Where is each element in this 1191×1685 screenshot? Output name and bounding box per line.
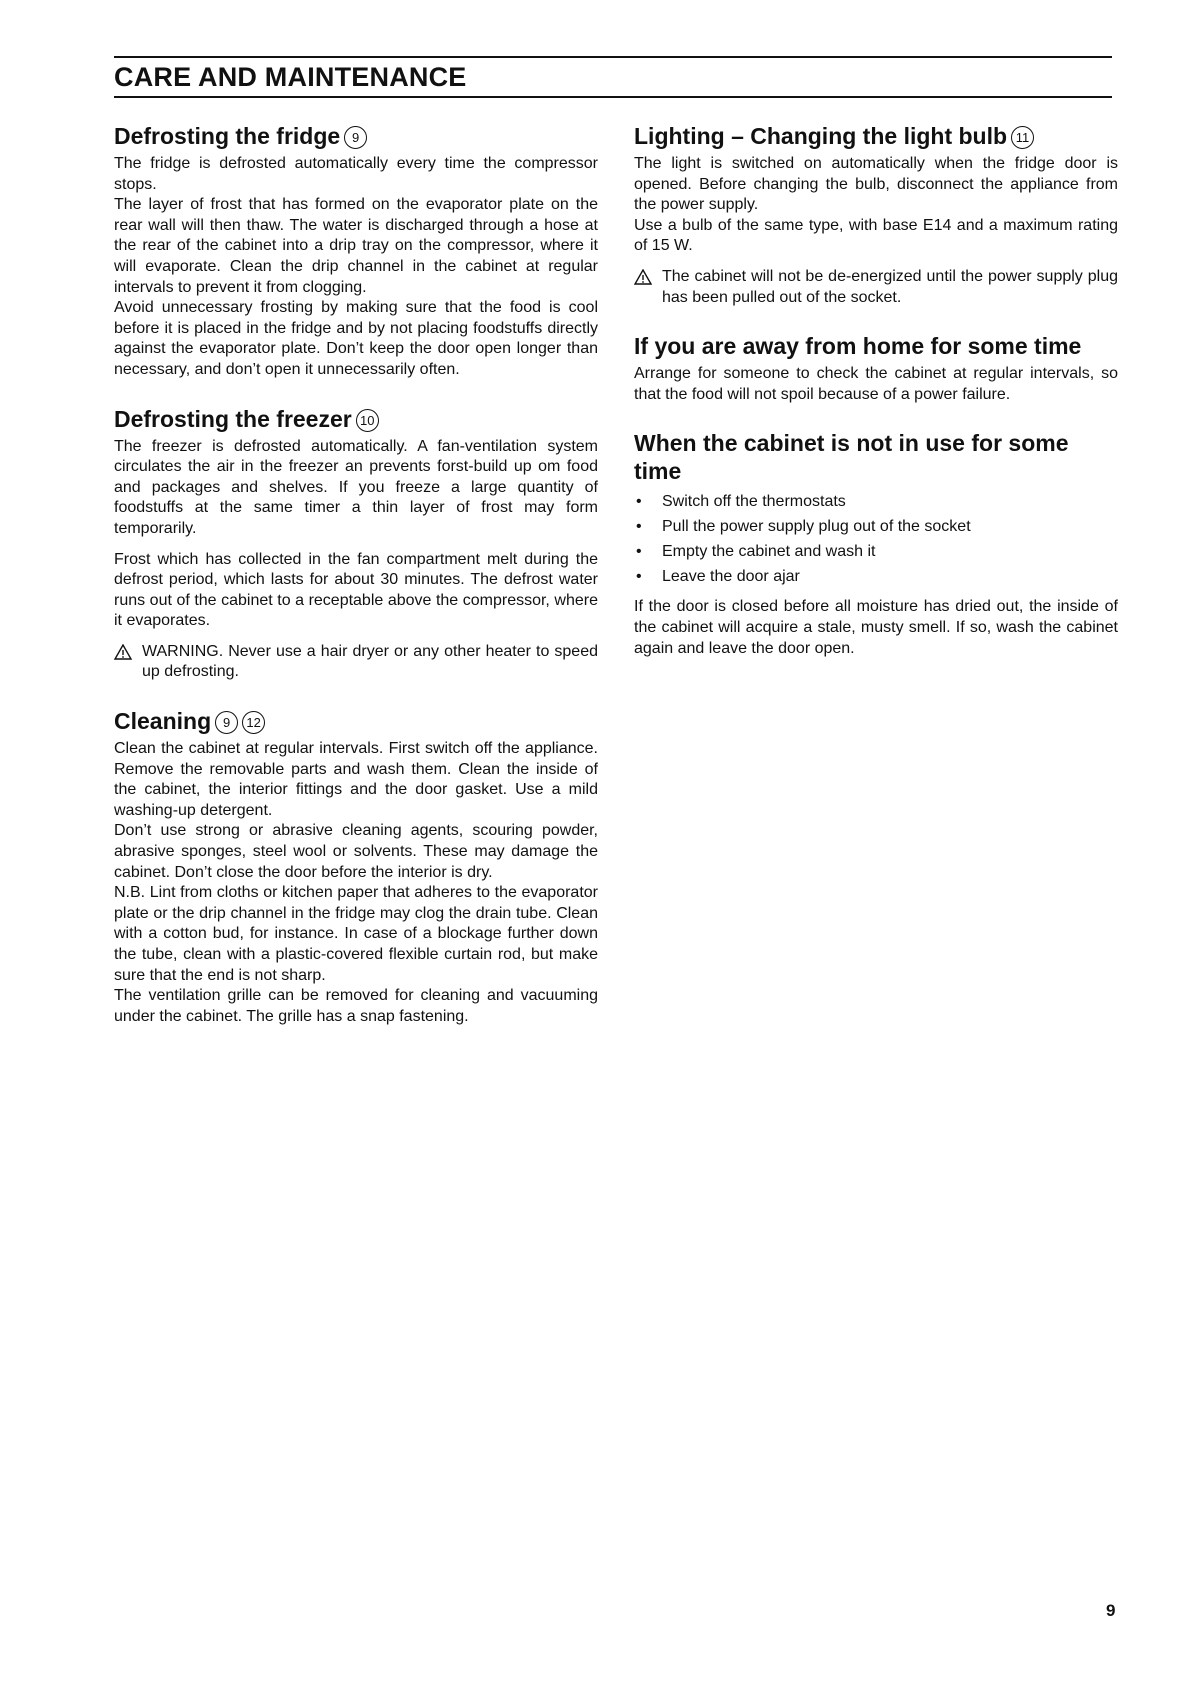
paragraph: The fridge is defrosted automatically every time the compressor stops. [114,155,598,193]
heading-text: Cleaning [114,708,212,735]
paragraph: Don’t use strong or abrasive cleaning agents, scouring powder, abrasive sponges, steel wool or solvents. These may damage the cabinet. Don’t close the door before the interior is dry. [114,822,598,881]
paragraph: Clean the cabinet at regular intervals. First switch off the appliance. Remove the removable parts and wash them. Clean the inside of the cabinet, the interior fittings and the door gasket. Use a mild washing-up detergent. [114,740,598,819]
list-item: • Switch off the thermostats [634,489,1118,514]
warning-note [114,642,598,683]
header-rule-top [114,56,1112,58]
bullet-list [634,489,1118,589]
warning-text: The cabinet will not be de-energized until the power supply plug has been pulled out of the socket. [662,267,1118,306]
warning-note [634,267,1118,308]
section-heading [634,122,1118,150]
figure-ref-badge: 9 [344,126,367,149]
paragraph: Avoid unnecessary frosting by making sure that the food is cool before it is placed in the fridge and by not placing foodstuffs directly against the evaporator plate. Don’t keep the door open longer than necessary, and don’t open it unnecessarily often. [114,299,598,378]
right-column [634,122,1118,659]
paragraph: The layer of frost that has formed on the evaporator plate on the rear wall will then thaw. The water is discharged through a hose at the rear of the cabinet into a drip tray on the compressor, where it will evaporate. Clean the drip channel in the cabinet at regular intervals to prevent it from clogging. [114,196,598,296]
list-item: • Pull the power supply plug out of the socket [634,514,1118,539]
section-lighting [634,122,1118,308]
list-item: • Leave the door ajar [634,564,1118,589]
section-defrosting-fridge [114,122,598,381]
paragraph: The light is switched on automatically when the fridge door is opened. Before changing the bulb, disconnect the appliance from the power supply. [634,155,1118,214]
heading-text: Defrosting the freezer [114,405,352,432]
section-heading: When the cabinet is not in use for some time [634,430,1069,485]
section-heading [114,122,598,150]
paragraph: Arrange for someone to check the cabinet at regular intervals, so that the food will not spoil because of a power failure. [634,365,1118,403]
warning-text: WARNING. Never use a hair dryer or any other heater to speed up defrosting. [142,642,598,681]
section-away-from-home [634,332,1118,405]
warning-triangle-icon [114,644,132,660]
heading-text: Lighting – Changing the light bulb [634,123,1008,149]
left-column [114,122,598,1027]
section-cleaning [114,707,598,1027]
header-rule-bottom [114,96,1112,98]
page-title: CARE AND MAINTENANCE [114,62,467,92]
figure-ref-badge: 12 [242,711,265,734]
paragraph: The freezer is defrosted automatically. A fan-ventilation system circulates the air in the freezer an prevents forst-build up om food and packages and shelves. If you freeze a large quantity of foodstuffs at the same timer a thin layer of frost may form temporarily. [114,437,598,537]
section-heading: If you are away from home for some time [634,333,1082,360]
figure-ref-badge: 11 [1011,126,1034,149]
section-not-in-use [634,429,1118,659]
paragraph: Frost which has collected in the fan compartment melt during the defrost period, which lasts for about 30 minutes. The defrost water runs out of the cabinet to a receptable above the compressor, where it evaporates. [114,550,598,630]
paragraph: Use a bulb of the same type, with base E14 and a maximum rating of 15 W. [634,216,1118,255]
section-heading [114,707,598,735]
paragraph: N.B. Lint from cloths or kitchen paper that adheres to the evaporator plate or the drip channel in the fridge may clog the drain tube. Clean with a cotton bud, for instance. In case of a blockage further down the tube, clean with a plastic-covered flexible curtain rod, but make sure that the end is not sharp. [114,884,598,984]
warning-triangle-icon [634,269,652,285]
page-number: 9 [1106,1601,1116,1620]
section-defrosting-freezer [114,405,598,684]
section-heading [114,405,598,433]
paragraph: If the door is closed before all moisture has dried out, the inside of the cabinet will acquire a stale, musty smell. If so, wash the cabinet again and leave the door open. [634,598,1118,657]
list-item: • Empty the cabinet and wash it [634,539,1118,564]
paragraph: The ventilation grille can be removed for cleaning and vacuuming under the cabinet. The grille has a snap fastening. [114,987,598,1025]
figure-ref-badge: 9 [215,711,238,734]
heading-text: Defrosting the fridge [114,123,341,149]
figure-ref-badge: 10 [356,409,379,432]
